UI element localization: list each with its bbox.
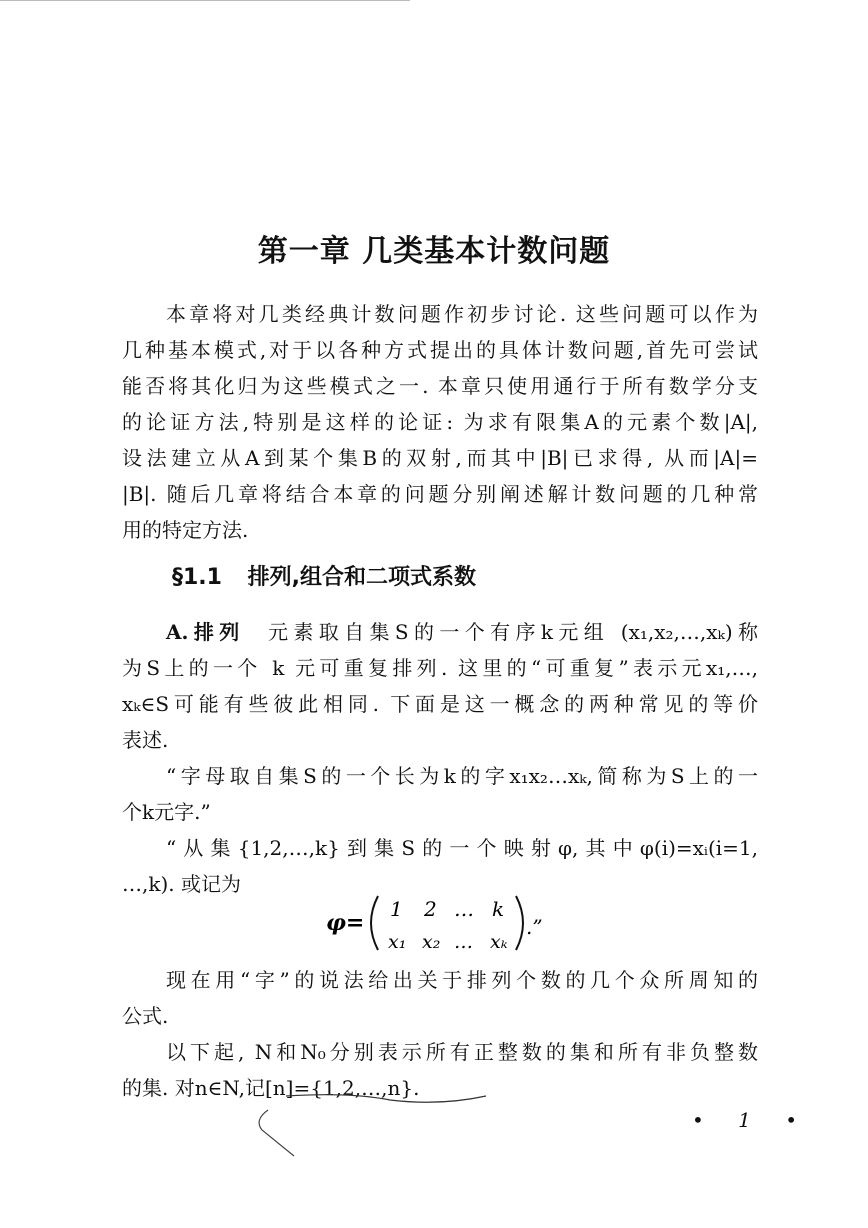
intro-line: 的论证方法,特别是这样的论证: 为求有限集A的元素个数|A|, — [122, 410, 758, 434]
mapping-formula — [326, 888, 586, 958]
paragraph-lead: A.排列 — [166, 620, 245, 644]
para-line: 公式. — [122, 1004, 169, 1028]
matrix-bottom-3: … — [454, 931, 473, 953]
para-line: 现在用“字”的说法给出关于排列个数的几个众所周知的 — [166, 968, 758, 992]
intro-line: 用的特定方法. — [122, 518, 249, 542]
para-line — [122, 614, 758, 650]
quote-word — [122, 758, 758, 830]
handwritten-stroke — [259, 1110, 294, 1156]
left-paren — [371, 896, 378, 950]
matrix-bottom-1: x₁ — [388, 931, 407, 953]
para-line: 为S上的一个 k 元可重复排列. 这里的“可重复”表示元x₁,…, — [122, 656, 758, 680]
intro-line: 能否将其化归为这些模式之一. 本章只使用通行于所有数学分支 — [122, 374, 758, 398]
quote-line: 个k元字.” — [122, 800, 211, 824]
quote-line: …,k). 或记为 — [122, 872, 241, 896]
intro-line: 几种基本模式,对于以各种方式提出的具体计数问题,首先可尝试 — [122, 338, 758, 362]
intro-line: |B|. 随后几章将结合本章的问题分别阐述解计数问题的几种常 — [122, 482, 758, 506]
para-line: xₖ∈S可能有些彼此相同. 下面是这一概念的两种常见的等价 — [122, 692, 758, 716]
intro-line: 设法建立从A到某个集B的双射,而其中|B|已求得, 从而|A|= — [122, 446, 758, 470]
formula-svg — [326, 888, 586, 958]
chapter-title: 第一章 几类基本计数问题 — [257, 234, 611, 269]
intro-line: 本章将对几类经典计数问题作初步讨论. 这些问题可以作为 — [166, 302, 758, 326]
para-line: 的集. 对n∈N,记[n]={1,2,…,n}. — [122, 1076, 420, 1100]
para-text: 元素取自集S的一个有序k元组 (x₁,x₂,…,xₖ)称 — [268, 620, 759, 644]
quote-line: “从集{1,2,…,k}到集S的一个映射φ,其中φ(i)=xᵢ(i=1, — [166, 836, 758, 860]
intro-paragraph — [122, 296, 758, 548]
section-number: §1.1 — [172, 565, 222, 590]
matrix-top-2: 2 — [424, 897, 437, 921]
right-paren — [516, 896, 523, 950]
paragraph-now — [122, 962, 758, 1034]
matrix-top-4: k — [492, 897, 505, 921]
quote-line: “字母取自集S的一个长为k的字x₁x₂…xₖ,简称为S上的一 — [166, 764, 758, 788]
section-title: 排列,组合和二项式系数 — [247, 565, 477, 590]
matrix-top-1: 1 — [390, 897, 403, 921]
top-scan-line — [0, 0, 410, 1]
para-line: 表述. — [122, 728, 169, 752]
page-number: • 1 • — [692, 1108, 812, 1132]
section-heading — [172, 560, 476, 591]
paragraph-permutation — [122, 614, 758, 758]
para-line: 以下起, N和N₀分别表示所有正整数的集和所有非负整数 — [166, 1040, 758, 1064]
matrix-top-3: … — [454, 897, 474, 921]
formula-lhs: φ= — [326, 910, 365, 936]
matrix-bottom-2: x₂ — [422, 931, 441, 953]
handwritten-underline — [286, 1095, 486, 1103]
pencil-marks — [250, 1090, 490, 1160]
matrix-bottom-4: xₖ — [490, 931, 508, 953]
formula-tail: .” — [526, 915, 543, 939]
